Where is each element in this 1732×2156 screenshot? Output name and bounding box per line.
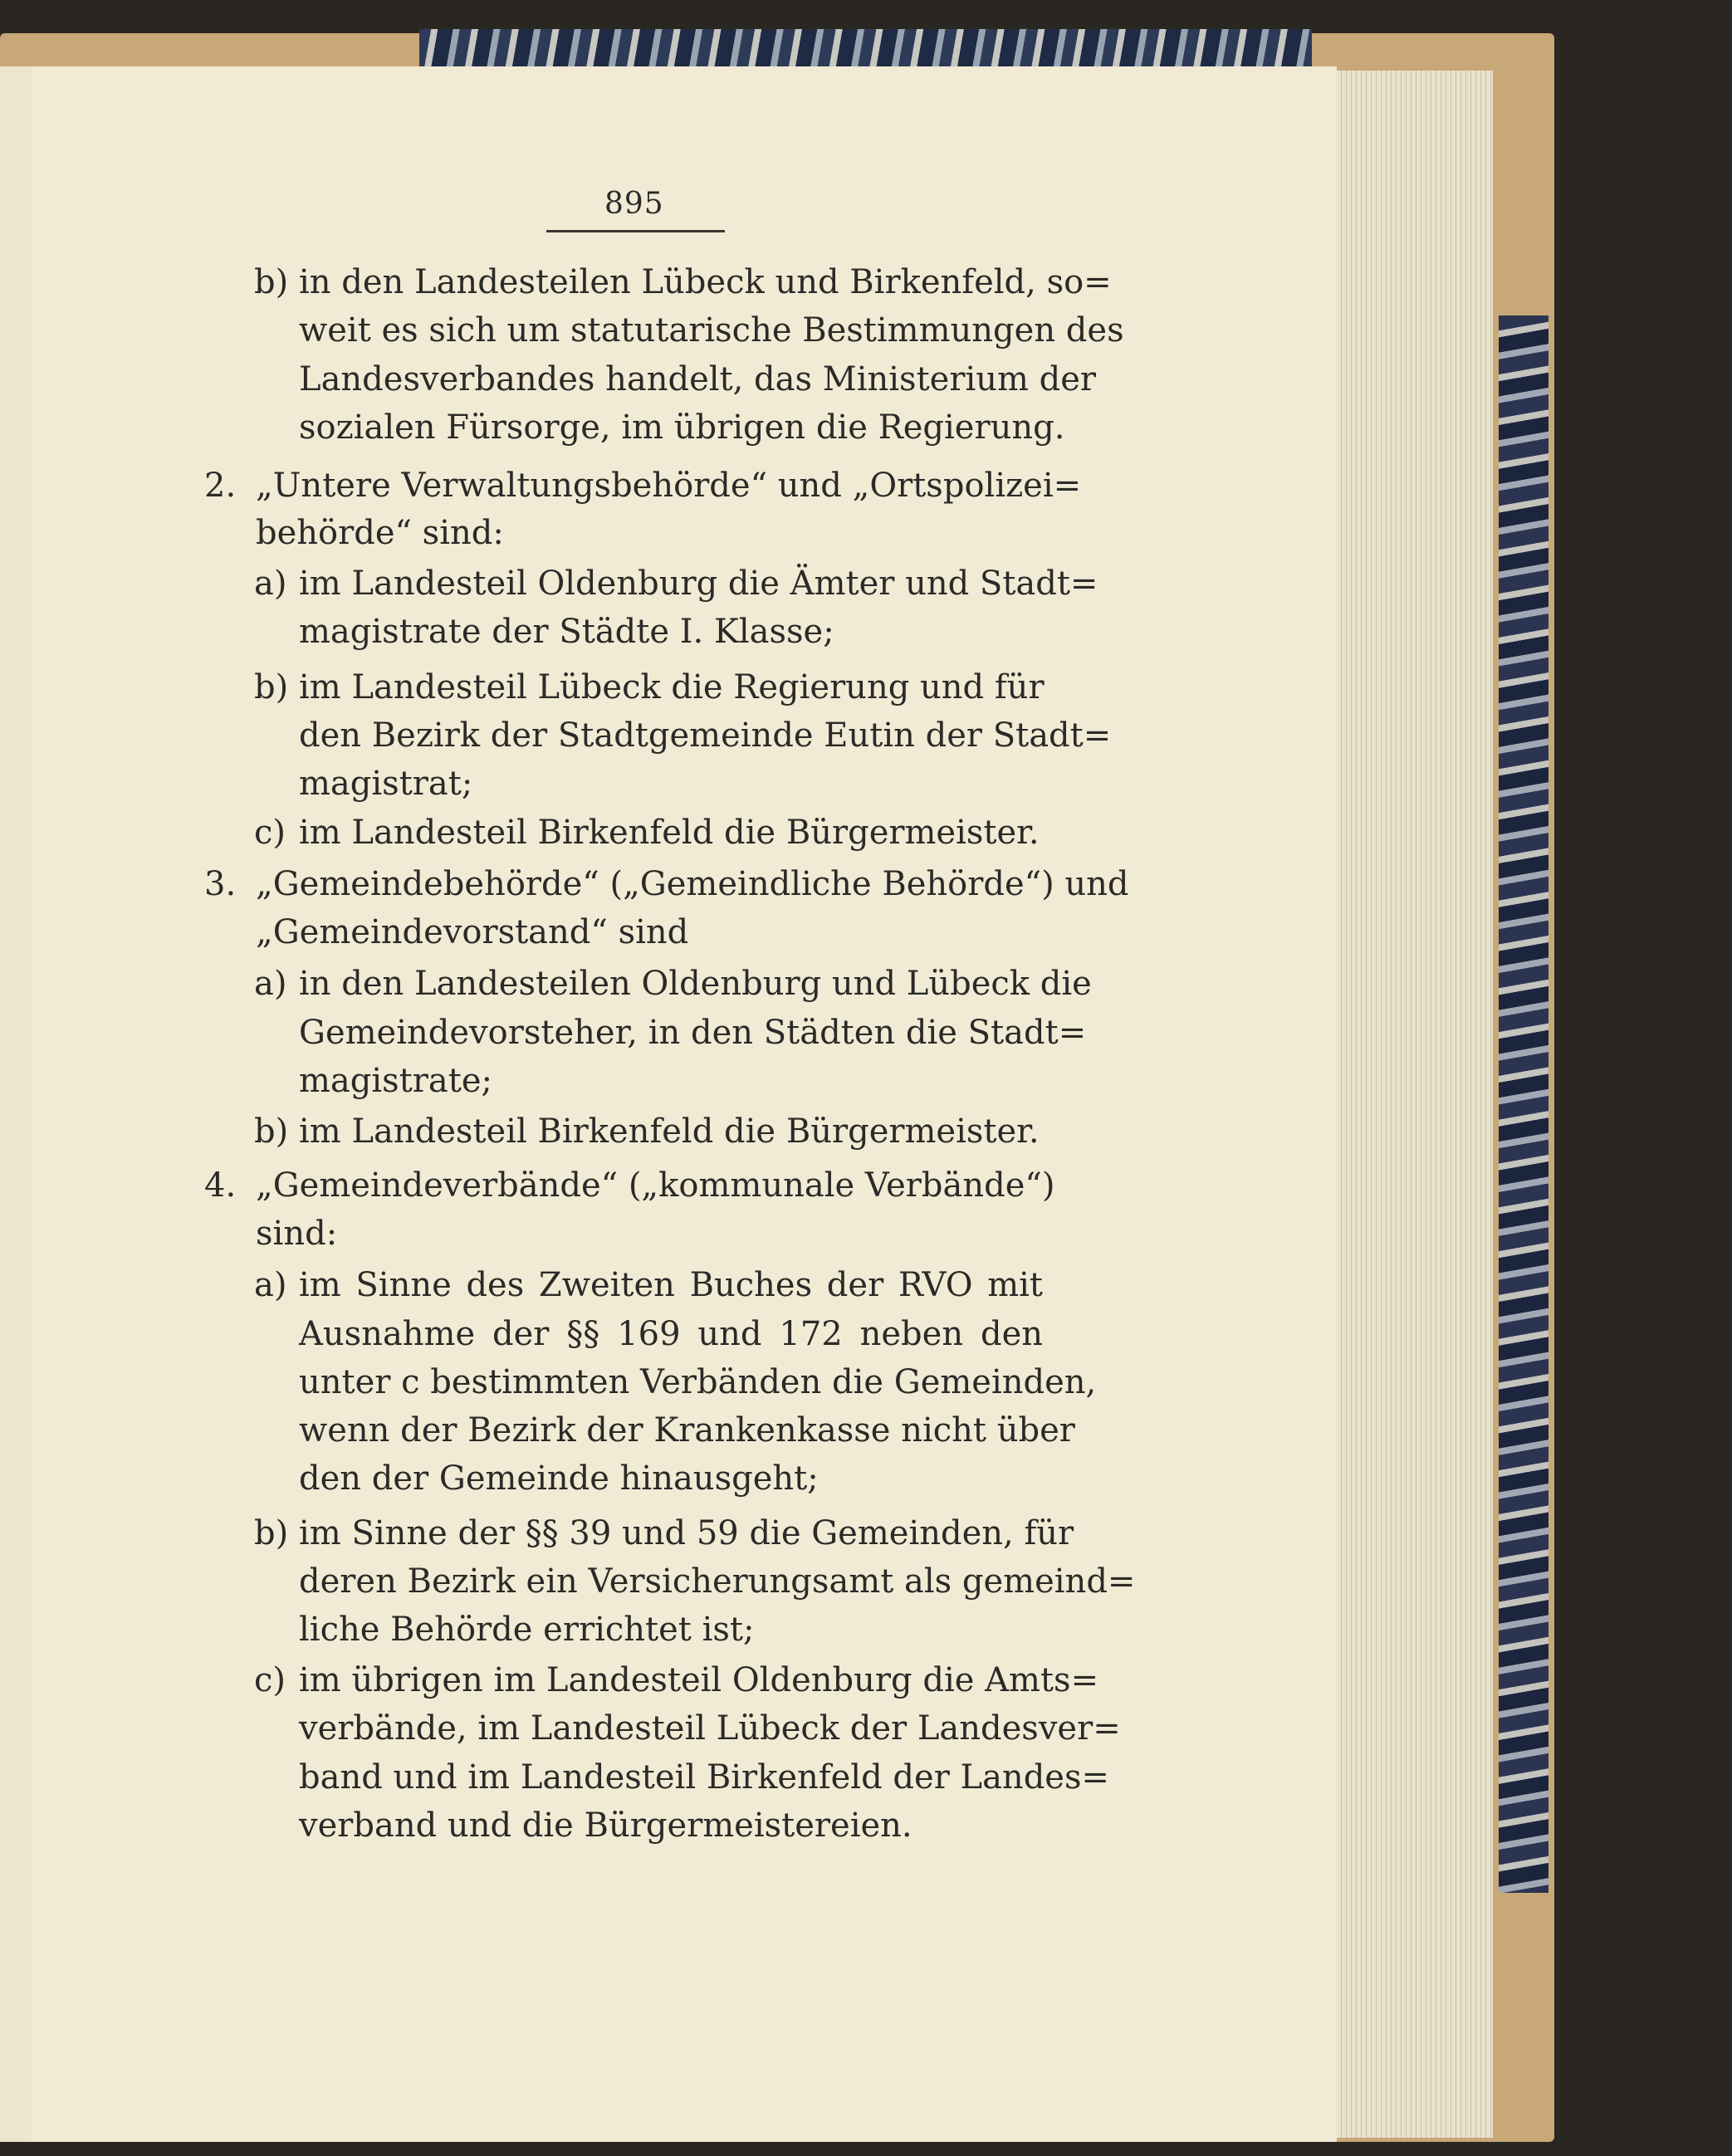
line-text: Gemeindevorsteher, in den Städten die Stadt= — [299, 1014, 1087, 1052]
line-text: „Untere Verwaltungsbehörde“ und „Ortspolizei= — [256, 467, 1082, 505]
line-text: „Gemeindevorstand“ sind — [256, 913, 689, 951]
line-text: im übrigen im Landesteil Oldenburg die Amts= — [299, 1661, 1099, 1699]
left-page-edge — [0, 66, 32, 2142]
line-text: deren Bezirk ein Versicherungsamt als gemeind= — [299, 1562, 1136, 1601]
line-text: magistrate; — [299, 1062, 492, 1100]
line-text: Ausnahme der §§ 169 und 172 neben den — [299, 1315, 1043, 1353]
line-text: im Landesteil Birkenfeld die Bürgermeister. — [299, 814, 1040, 852]
line-text: den Bezirk der Stadtgemeinde Eutin der Stadt= — [299, 716, 1112, 755]
item-label: b) — [254, 263, 289, 301]
item-label: 3. — [204, 865, 237, 903]
page-block-edges — [1327, 71, 1493, 2138]
item-label: b) — [254, 1112, 289, 1151]
item-label: a) — [254, 965, 287, 1003]
item-label: c) — [254, 814, 286, 852]
page-content — [32, 66, 1337, 2142]
item-label: c) — [254, 1661, 286, 1699]
line-text: magistrat; — [299, 765, 473, 803]
line-text: verbände, im Landesteil Lübeck der Landesver= — [299, 1709, 1121, 1748]
line-text: unter c bestimmten Verbänden die Gemeinden, — [299, 1363, 1097, 1401]
item-label: 4. — [204, 1166, 237, 1205]
line-text: weit es sich um statutarische Bestimmungen des — [299, 311, 1124, 350]
line-text: im Sinne der §§ 39 und 59 die Gemeinden, für — [299, 1514, 1074, 1552]
line-text: den der Gemeinde hinausgeht; — [299, 1459, 819, 1498]
line-text: wenn der Bezirk der Krankenkasse nicht über — [299, 1411, 1075, 1450]
line-text: verband und die Bürgermeistereien. — [299, 1806, 912, 1845]
line-text: liche Behörde errichtet ist; — [299, 1611, 755, 1649]
line-text: im Landesteil Lübeck die Regierung und für — [299, 668, 1045, 706]
line-text: „Gemeindebehörde“ („Gemeindliche Behörde“) und — [256, 865, 1129, 903]
line-text: „Gemeindeverbände“ („kommunale Verbände“) — [256, 1166, 1055, 1205]
line-text: im Landesteil Oldenburg die Ämter und Stadt= — [299, 565, 1098, 603]
marbled-endpaper-side — [1499, 315, 1549, 1893]
line-text: sozialen Fürsorge, im übrigen die Regierung. — [299, 408, 1065, 447]
item-label: b) — [254, 668, 289, 706]
page-number: 895 — [604, 187, 664, 221]
line-text: magistrate der Städte I. Klasse; — [299, 613, 834, 651]
item-label: a) — [254, 565, 287, 603]
line-text: im Landesteil Birkenfeld die Bürgermeister. — [299, 1112, 1040, 1151]
line-text: im Sinne des Zweiten Buches der RVO mit — [299, 1266, 1043, 1304]
line-text: sind: — [256, 1215, 338, 1253]
item-label: a) — [254, 1266, 287, 1304]
line-text: Landesverbandes handelt, das Ministerium der — [299, 360, 1097, 398]
line-text: behörde“ sind: — [256, 514, 504, 552]
line-text: in den Landesteilen Oldenburg und Lübeck die — [299, 965, 1092, 1003]
line-text: band und im Landesteil Birkenfeld der Landes= — [299, 1758, 1110, 1797]
item-label: 2. — [204, 467, 237, 505]
item-label: b) — [254, 1514, 289, 1552]
line-text: in den Landesteilen Lübeck und Birkenfeld, so= — [299, 263, 1112, 301]
header-rule — [546, 230, 725, 232]
